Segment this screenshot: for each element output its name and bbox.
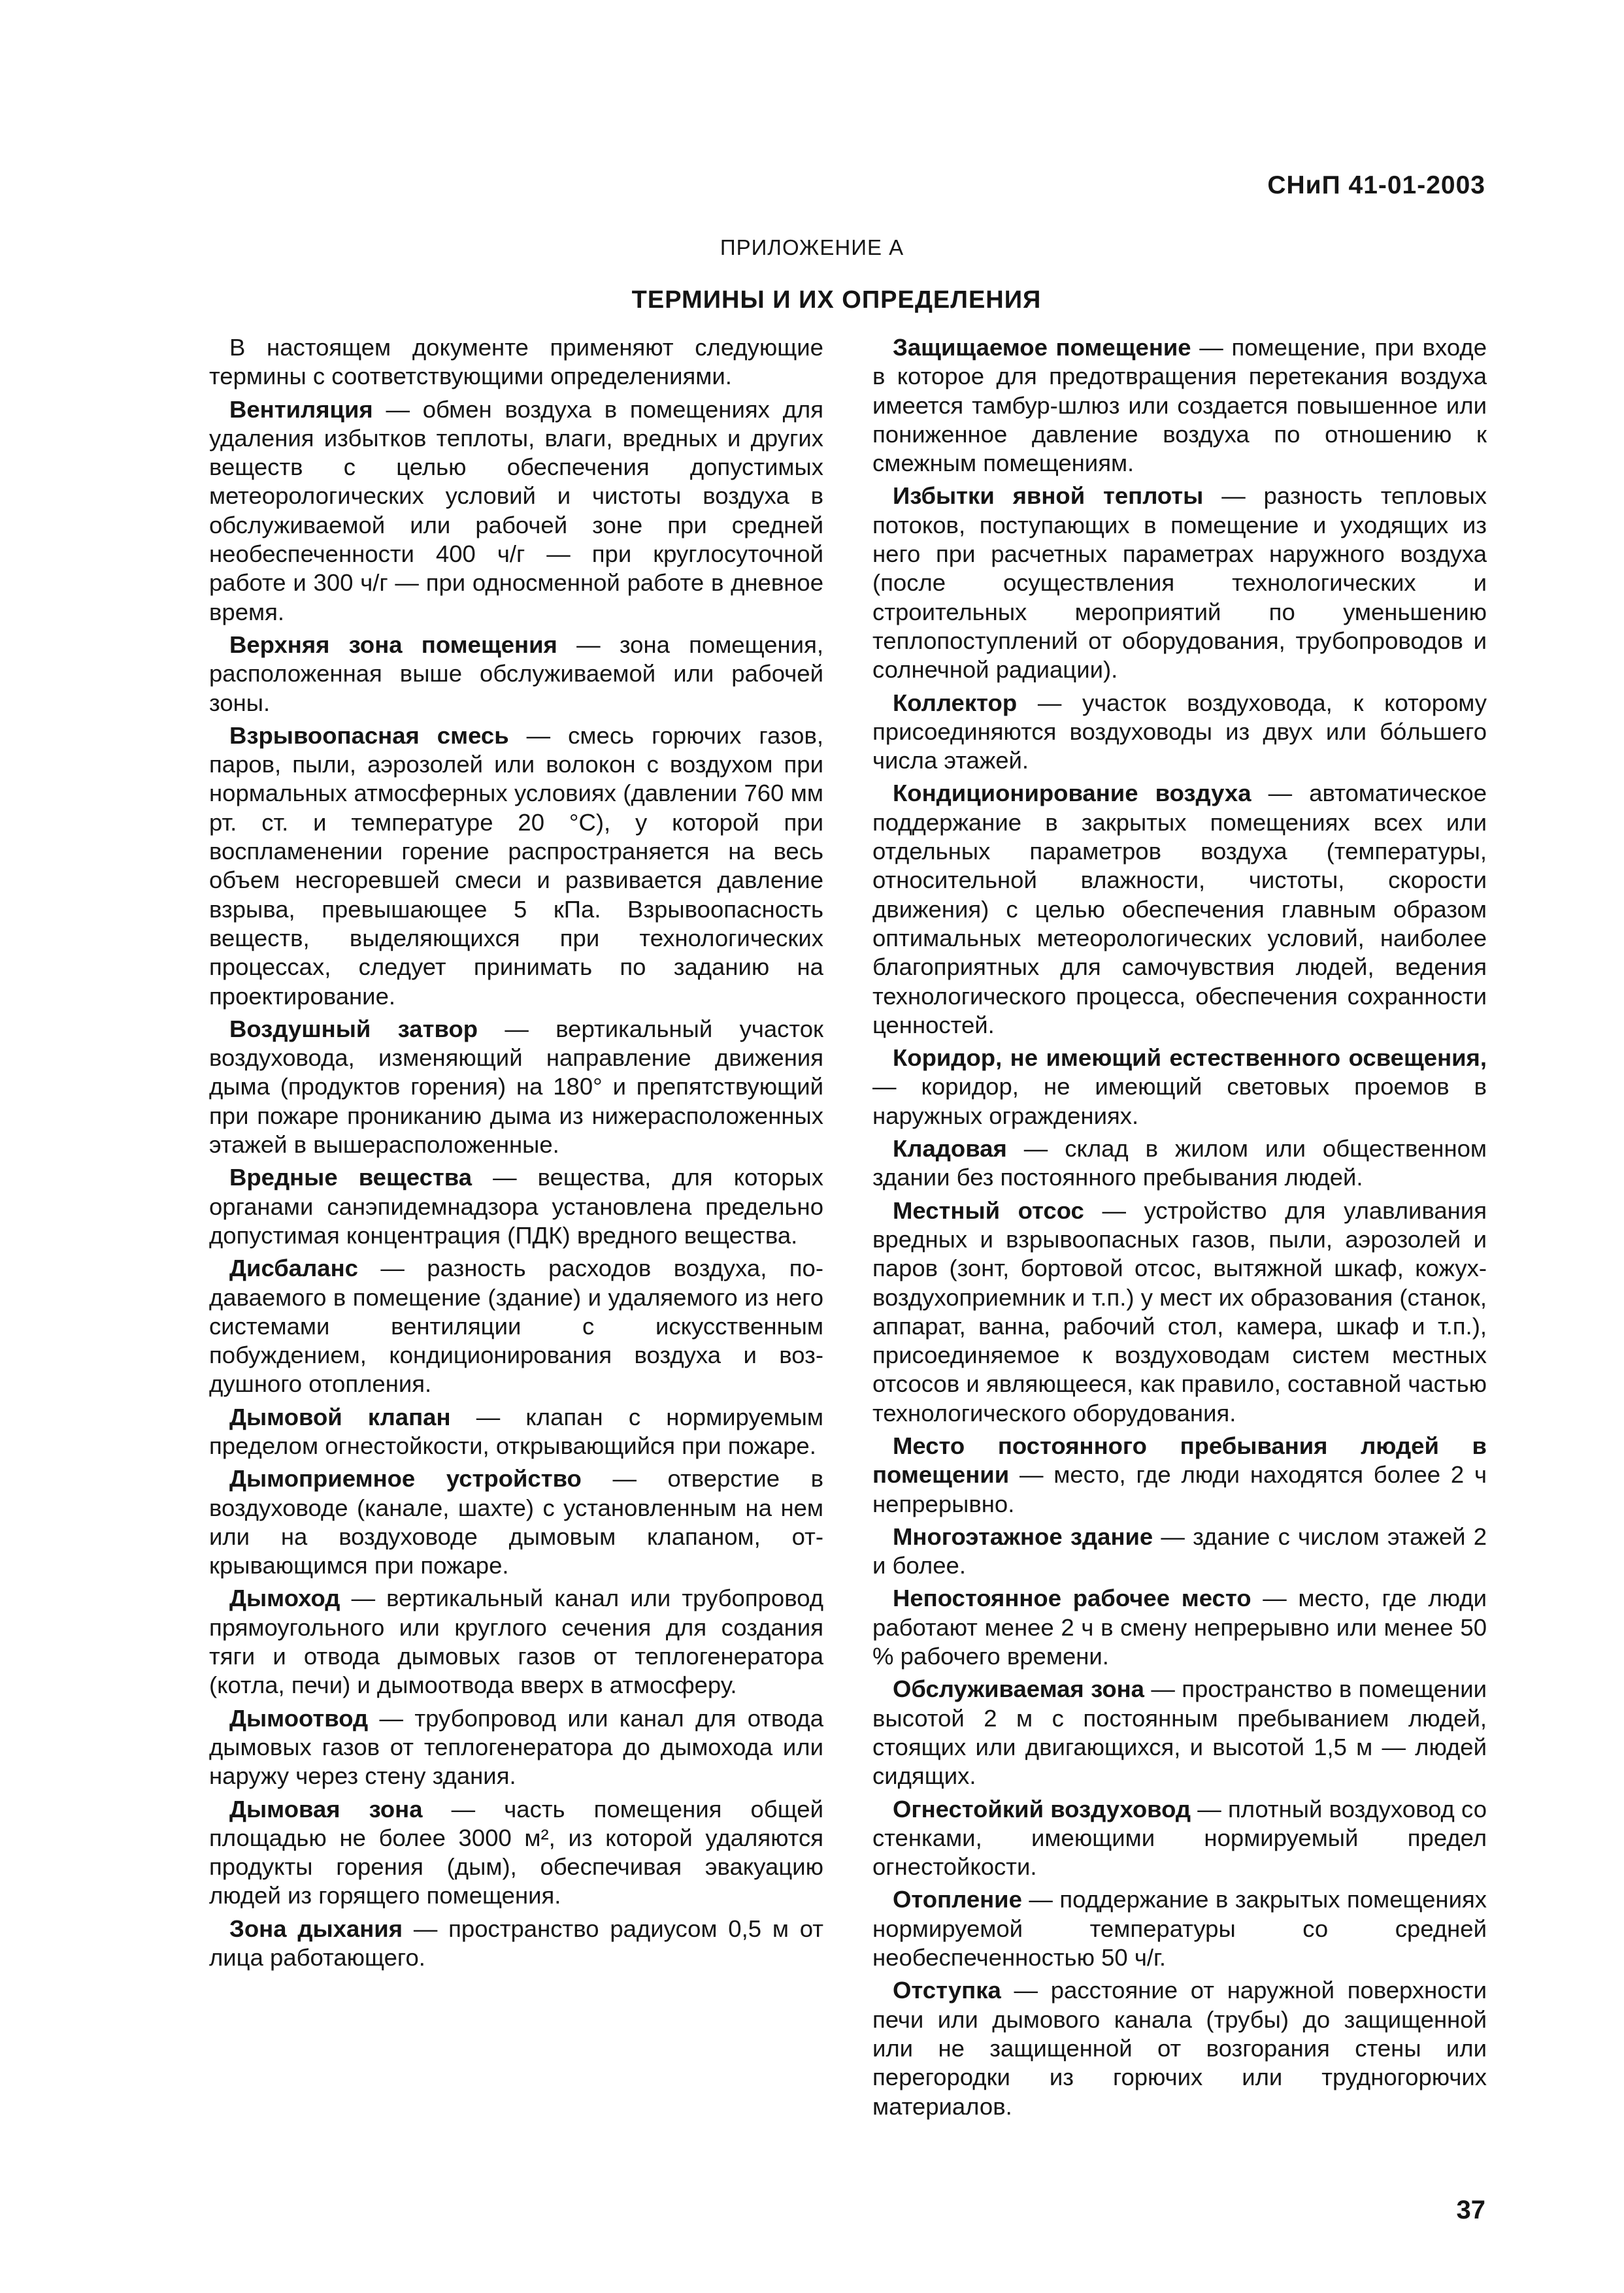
term-name: Коридор, не имеющий естественного освещения,	[893, 1044, 1487, 1072]
term-definition: — пространство радиусом 0,5 м от лица работающего.	[209, 1915, 823, 1971]
term-entry	[872, 1134, 1487, 1193]
term-name: Обслуживаемая зона	[893, 1675, 1144, 1703]
term-name: Коллектор	[893, 689, 1018, 716]
term-entry	[872, 1432, 1487, 1519]
term-entry	[872, 1523, 1487, 1581]
term-entry	[209, 1015, 823, 1159]
page-title: ТЕРМИНЫ И ИХ ОПРЕДЕЛЕНИЯ	[631, 286, 1042, 314]
term-name: Дымоотвод	[229, 1704, 369, 1732]
term-name: Воздушный затвор	[229, 1015, 478, 1042]
term-name: Кондиционирование воздуха	[893, 780, 1251, 807]
term-definition: — отверстие в воздуховоде (канале, шахте) с установленным на нем или на воздуховоде дымовым клапаном, открывающимся при пожаре.	[209, 1465, 823, 1579]
term-definition: — место, где люди работают менее 2 ч в смену непрерывно или менее 50 % рабочего времени.	[872, 1585, 1487, 1670]
term-name: Дымоход	[229, 1585, 340, 1612]
term-definition: — вертикальный канал или трубопровод прямоугольного или круглого сечения для создания тяги и отвода дымовых газов от теплогенератора (котла, печи) и дымоотвода вверх в атмосферу.	[209, 1585, 823, 1699]
term-entry	[872, 1044, 1487, 1130]
term-entry	[209, 1163, 823, 1250]
term-definition: — вертикальный участок воздуховода, изменяющий направление движения дыма (продуктов горения) на 180° и препятствующий при пожаре прониканию дыма из нижерасположенных этажей в вышерасположенные.	[209, 1015, 823, 1159]
term-name: Защищаемое помещение	[893, 334, 1191, 361]
intro-paragraph: В настоящем документе применяют следующие термины с соответствующими определениями.	[209, 334, 823, 390]
term-entry	[209, 1704, 823, 1791]
term-definition: — клапан с нормируемым пределом огнестойкости, открывающийся при пожаре.	[209, 1403, 824, 1459]
term-definition: — пространство в помещении высотой 2 м с постоянным пребыванием людей, стоящих или двигающихся, и высотой 1,5 м — людей сидящих.	[872, 1675, 1487, 1790]
term-entry	[872, 482, 1487, 684]
term-entry	[209, 1915, 823, 1973]
term-definition: — обмен воздуха в помещениях для удаления избытков теплоты, влаги, вредных и других веществ с целью обеспечения допустимых метеорологических условий и чистоты воздуха в обслуживаемой или рабочей зоне при средней необеспеченности 400 ч/г — при круглосуточной работе и 300 ч/г — при односменной работе в дневное время.	[209, 395, 823, 625]
term-name: Дымовая зона	[229, 1795, 423, 1823]
term-name: Непостоянное рабочее место	[893, 1585, 1251, 1612]
term-entry	[209, 395, 823, 627]
term-name: Отопление	[893, 1886, 1022, 1913]
term-entry	[872, 1976, 1487, 2120]
term-definition: — склад в жилом или общественном здании без постоянного пребывания людей.	[872, 1135, 1487, 1191]
right-column	[872, 333, 1487, 2125]
term-name: Вентиляция	[229, 395, 373, 423]
term-name: Зона дыхания	[229, 1915, 403, 1942]
term-definition: — трубопровод или канал для отвода дымовых газов от теплогенератора до дымохода или наружу через стену здания.	[209, 1704, 823, 1790]
term-entry	[872, 689, 1487, 776]
term-entry	[209, 1403, 823, 1461]
term-name: Дымовой клапан	[229, 1403, 451, 1430]
term-entry	[209, 1584, 823, 1700]
term-definition: — коридор, не имеющий световых проемов в наружных ограждениях.	[872, 1073, 1487, 1129]
term-definition: — поддержание в закрытых помещениях нормируемой температуры со средней необеспеченностью 50 ч/г.	[872, 1886, 1487, 1971]
term-definition: — автоматическое поддержание в закрытых помещениях всех или отдельных параметров воздуха (температуры, относительной влажности, чистоты, скорости движения) с целью обеспечения главным образом оптимальных метеорологических условий, наиболее благоприятных для самочувствия людей, ведения технологического процесса, обеспечения сохранности ценностей.	[872, 780, 1487, 1038]
term-entry	[209, 1464, 823, 1580]
term-entry	[872, 333, 1487, 478]
term-name: Взрывоопасная смесь	[229, 721, 509, 749]
term-definition: — место, где люди находятся более 2 ч непрерывно.	[872, 1461, 1487, 1517]
term-definition: — плотный воздуховод со стенками, имеющими нормируемый предел огнестойкости.	[872, 1795, 1487, 1881]
term-entry	[872, 1795, 1487, 1882]
term-entry	[209, 1254, 823, 1398]
term-name: Вредные вещества	[229, 1164, 472, 1191]
term-entry	[872, 1675, 1487, 1790]
page-number: 37	[1456, 2196, 1485, 2224]
document-code: СНиП 41-01-2003	[1267, 171, 1485, 199]
term-name: Место постоянного пребывания людей в помещении	[872, 1432, 1487, 1489]
term-definition: — разность тепловых потоков, поступающих в помещение и уходящих из него при расчетных параметрах наружного воздуха (после осуществления технологических и строительных мероприятий по уменьшению теплопоступлений от оборудования, трубопроводов и солнечной радиации).	[872, 482, 1487, 684]
term-name: Кладовая	[893, 1135, 1007, 1163]
term-name: Дисбаланс	[229, 1255, 358, 1282]
term-entry	[872, 1885, 1487, 1972]
term-entry	[872, 1196, 1487, 1428]
term-name: Верхняя зона помещения	[229, 631, 557, 658]
term-definition: — разность расходов воздуха, подаваемого в помещение (здание) и удаляемого из него системами вентиляции с искусственным побуждением, кондиционирования воздуха и воздушного отопления.	[209, 1255, 823, 1398]
left-column	[209, 333, 823, 1976]
term-name: Отступка	[893, 1977, 1001, 2004]
term-definition: — расстояние от наружной поверхности печи или дымового канала (трубы) до защищенной или не защищенной от возгорания стены или перегородки из горючих или трудногорючих материалов.	[872, 1977, 1487, 2120]
term-name: Избытки явной теплоты	[893, 482, 1204, 510]
term-entry	[872, 779, 1487, 1040]
appendix-label: ПРИЛОЖЕНИЕ А	[720, 235, 904, 259]
term-definition: — здание с числом этажей 2 и более.	[872, 1523, 1487, 1579]
term-definition: — участок воздуховода, к которому присоединяются воздуховоды из двух или бо́льшего числа этажей.	[872, 689, 1487, 774]
term-definition: — смесь горючих газов, паров, пыли, аэрозолей или волокон с воздухом при нормальных атмосферных условиях (давлении 760 мм рт. ст. и температуре 20 °С), у которой при воспламенении горение распространяется на весь объем несгоревшей смеси и развивается давление взрыва, превышающее 5 кПа. Взрывоопасность веществ, выделяющихся при технологических процессах, следует принимать по заданию на проектирование.	[209, 721, 823, 1010]
term-definition: — зона помещения, расположенная выше обслуживаемой или рабочей зоны.	[209, 631, 823, 716]
term-entry	[209, 721, 823, 1011]
term-definition: — часть помещения общей площадью не более 3000 м², из которой удаляются продукты горения (дым), обеспечивая эвакуацию людей из горящего помещения.	[209, 1795, 823, 1909]
term-entry	[872, 1584, 1487, 1671]
term-definition: — вещества, для которых органами санэпидемнадзора установлена предельно допустимая концентрация (ПДК) вредного вещества.	[209, 1164, 823, 1249]
term-definition: — устройство для улавливания вредных и взрывоопасных газов, пыли, аэрозолей и паров (зонт, бортовой отсос, вытяжной шкаф, кожух-воздухоприемник и т.п.) у мест их образования (станок, аппарат, ванна, рабочий стол, камера, шкаф и т.п.), присоединяемое к воздуховодам систем местных отсосов и являющееся, как правило, составной частью технологического оборудования.	[872, 1196, 1487, 1427]
term-definition: — помещение, при входе в которое для предотвращения перетекания воздуха имеется тамбур-шлюз или создается повышенное или пониженное давление воздуха по отношению к смежным помещениям.	[872, 334, 1487, 477]
term-name: Дымоприемное устройство	[229, 1465, 582, 1493]
term-name: Местный отсос	[893, 1196, 1084, 1224]
term-name: Огнестойкий воздуховод	[893, 1795, 1191, 1823]
term-entry	[209, 1795, 823, 1911]
term-name: Многоэтажное здание	[893, 1523, 1153, 1550]
term-entry	[209, 631, 823, 718]
